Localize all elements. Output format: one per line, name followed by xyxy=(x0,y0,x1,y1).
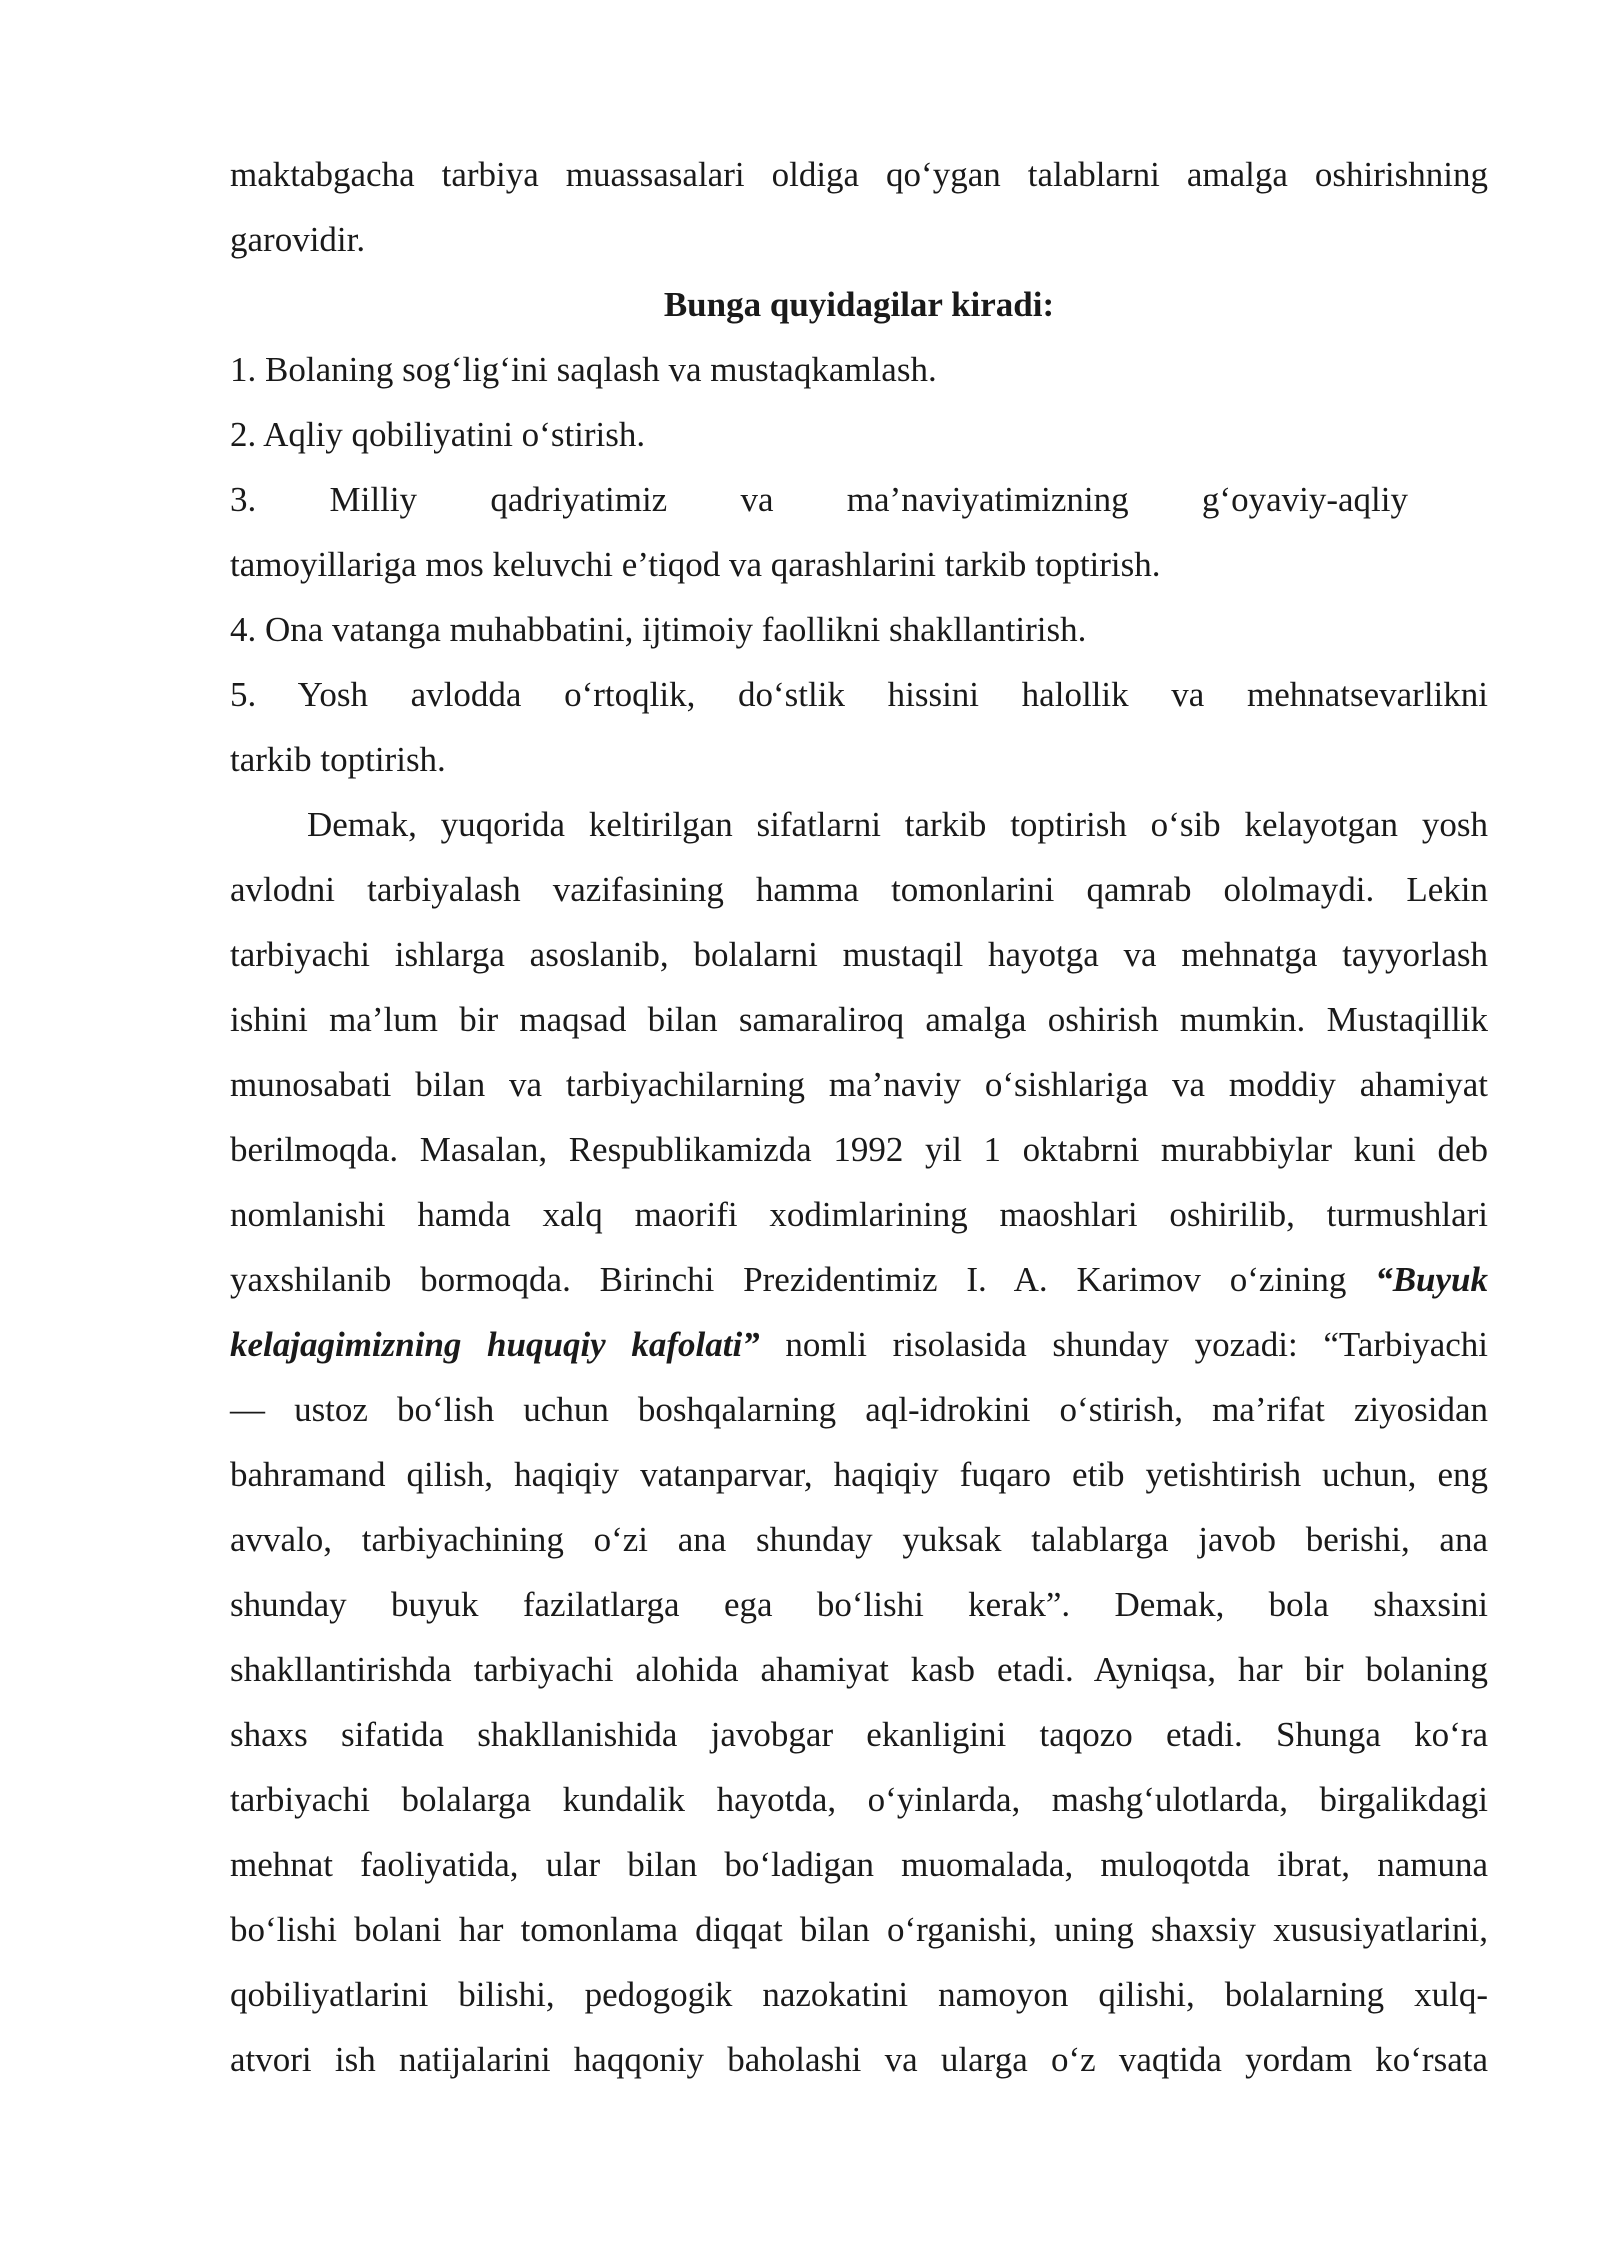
body-line-18: bo‘lishi bolani har tomonlama diqqat bilan o‘rganishi, uning shaxsiy xususiyatlarini, xyxy=(230,1910,1488,1949)
body-line-01: Demak, yuqorida keltirilgan sifatlarni tarkib toptirish o‘sib kelayotgan yosh xyxy=(307,805,1488,844)
list-item-1: 1. Bolaning sog‘lig‘ini saqlash va mustaqkamlash. xyxy=(230,350,937,389)
list-item-3-line-1: 3. Milliy qadriyatimiz va ma’naviyatimizning g‘oyaviy-aqliy xyxy=(230,480,1408,519)
body-line-08-text: yaxshilanib bormoqda. Birinchi Prezidentimiz I. A. Karimov o‘zining xyxy=(230,1260,1347,1299)
intro-line-1: maktabgacha tarbiya muassasalari oldiga qo‘ygan talablarni amalga oshirishning xyxy=(230,155,1488,194)
body-line-12: avvalo, tarbiyachining o‘zi ana shunday yuksak talablarga javob berishi, ana xyxy=(230,1520,1488,1559)
list-item-2: 2. Aqliy qobiliyatini o‘stirish. xyxy=(230,415,646,454)
body-line-16: tarbiyachi bolalarga kundalik hayotda, o‘yinlarda, mashg‘ulotlarda, birgalikdagi xyxy=(230,1780,1488,1819)
body-line-03: tarbiyachi ishlarga asoslanib, bolalarni mustaqil hayotga va mehnatga tayyorlash xyxy=(230,935,1488,974)
body-line-13: shunday buyuk fazilatlarga ega bo‘lishi kerak”. Demak, bola shaxsini xyxy=(230,1585,1488,1624)
intro-line-2: garovidir. xyxy=(230,220,366,259)
body-line-02: avlodni tarbiyalash vazifasining hamma tomonlarini qamrab ololmaydi. Lekin xyxy=(230,870,1488,909)
body-line-07: nomlanishi hamda xalq maorifi xodimlarining maoshlari oshirilib, turmushlari xyxy=(230,1195,1488,1234)
body-line-05: munosabati bilan va tarbiyachilarning ma’naviy o‘sishlariga va moddiy ahamiyat xyxy=(230,1065,1488,1104)
body-line-08 xyxy=(230,1247,1488,1312)
body-line-15: shaxs sifatida shakllanishida javobgar ekanligini taqozo etadi. Shunga ko‘ra xyxy=(230,1715,1488,1754)
list-item-5-line-2: tarkib toptirish. xyxy=(230,740,446,779)
body-line-17: mehnat faoliyatida, ular bilan bo‘ladigan muomalada, muloqotda ibrat, namuna xyxy=(230,1845,1488,1884)
book-title-part-1: “Buyuk xyxy=(1375,1260,1489,1299)
book-title-part-2: kelajagimizning huquqiy kafolati” xyxy=(230,1325,760,1364)
list-item-3-line-2: tamoyillariga mos keluvchi e’tiqod va qarashlarini tarkib toptirish. xyxy=(230,545,1161,584)
body-line-06: berilmoqda. Masalan, Respublikamizda 1992 yil 1 oktabrni murabbiylar kuni deb xyxy=(230,1130,1488,1169)
body-line-20: atvori ish natijalarini haqqoniy baholashi va ularga o‘z vaqtida yordam ko‘rsata xyxy=(230,2040,1488,2079)
body-line-14: shakllantirishda tarbiyachi alohida ahamiyat kasb etadi. Ayniqsa, har bir bolaning xyxy=(230,1650,1488,1689)
body-line-09 xyxy=(230,1312,1488,1377)
list-item-4: 4. Ona vatanga muhabbatini, ijtimoiy faollikni shakllantirish. xyxy=(230,610,1087,649)
section-heading: Bunga quyidagilar kiradi: xyxy=(663,285,1055,324)
list-item-5-line-1: 5. Yosh avlodda o‘rtoqlik, do‘stlik hissini halollik va mehnatsevarlikni xyxy=(230,675,1488,714)
body-line-10: — ustoz bo‘lish uchun boshqalarning aql-idrokini o‘stirish, ma’rifat ziyosidan xyxy=(230,1390,1488,1429)
body-line-09-text: nomli risolasida shunday yozadi: “Tarbiyachi xyxy=(785,1325,1489,1364)
body-line-11: bahramand qilish, haqiqiy vatanparvar, haqiqiy fuqaro etib yetishtirish uchun, eng xyxy=(230,1455,1488,1494)
body-line-19: qobiliyatlarini bilishi, pedogogik nazokatini namoyon qilishi, bolalarning xulq- xyxy=(230,1975,1488,2014)
document-page xyxy=(230,142,1488,2092)
body-line-04: ishini ma’lum bir maqsad bilan samaraliroq amalga oshirish mumkin. Mustaqillik xyxy=(230,1000,1488,1039)
